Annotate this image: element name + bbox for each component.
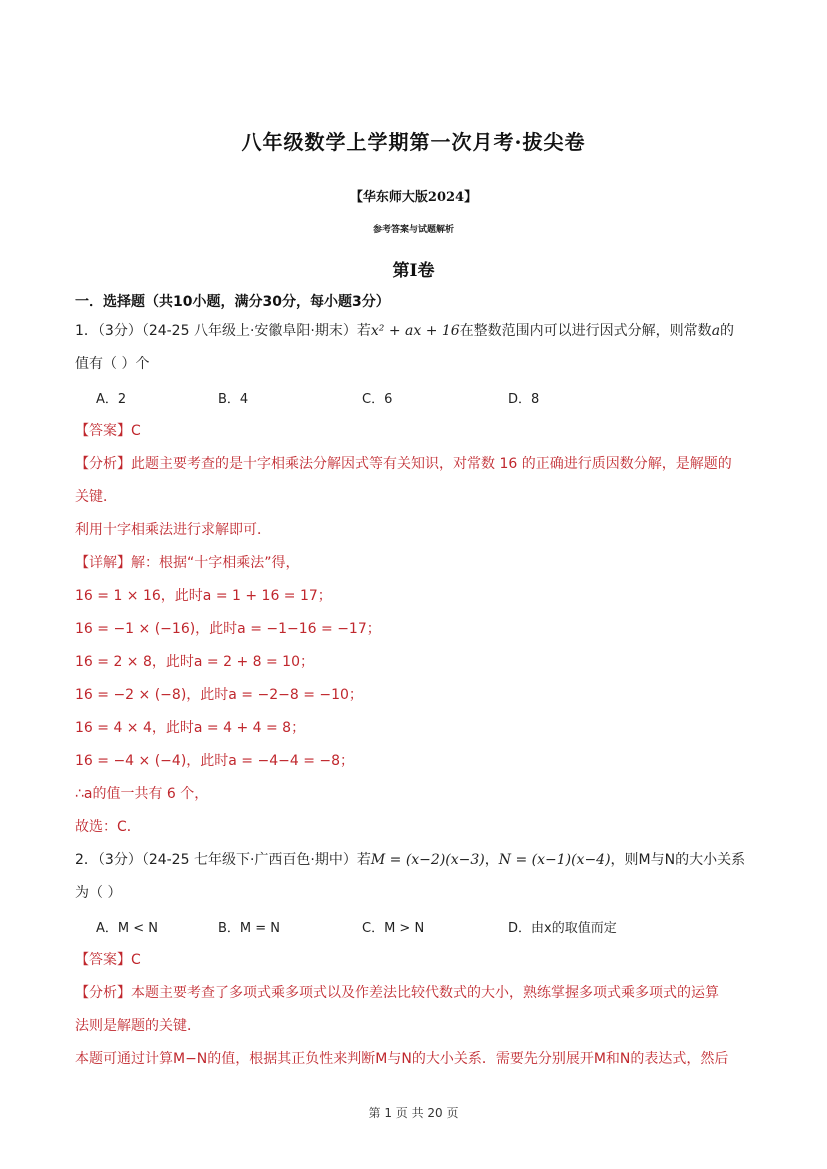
q1-option-c: C．6	[362, 392, 393, 407]
q1-mid: 在整数范围内可以进行因式分解，则常数	[459, 323, 712, 339]
q1-analysis-label: 【分析】	[75, 456, 131, 472]
q1-step: 16 = 2 × 8，此时a = 2 + 8 = 10；	[75, 654, 314, 670]
document-title: 八年级数学上学期第一次月考·拔尖卷	[241, 130, 586, 154]
q1-option-d: D．8	[508, 392, 540, 407]
q2-answer-value: C	[131, 952, 141, 968]
q1-step: 16 = 1 × 16，此时a = 1 + 16 = 17；	[75, 588, 332, 604]
q1-variable: a	[711, 323, 721, 339]
q1-analysis-line3: 利用十字相乘法进行求解即可．	[75, 522, 271, 538]
edition-label: 【华东师大版2024】	[349, 190, 478, 205]
q1-expression: x² + ax + 16	[370, 323, 460, 339]
page-number: 第 1 页 共 20 页	[368, 1106, 459, 1120]
q2-analysis-line1	[75, 982, 719, 1002]
q1-answer-label: 【答案】	[75, 423, 131, 439]
q2-prefix: 2．（3分）（24-25 七年级下·广西百色·期中）若	[75, 852, 371, 868]
q1-step: 16 = −4 × (−4)，此时a = −4−4 = −8；	[75, 753, 355, 769]
q2-option-d: D．由x的取值而定	[508, 921, 617, 936]
q1-step: 16 = −1 × (−16)，此时a = −1−16 = −17；	[75, 621, 381, 637]
answers-subtitle: 参考答案与试题解析	[372, 225, 454, 235]
q1-option-a: A．2	[96, 392, 127, 407]
q1-detail-label: 【详解】	[75, 555, 131, 571]
q1-option-b: B．4	[218, 392, 249, 407]
q2-expression-n: N = (x−1)(x−4)	[498, 852, 611, 868]
q2-analysis-text: 本题主要考查了多项式乘多项式以及作差法比较代数式的大小，熟练掌握多项式乘多项式的运算	[131, 985, 719, 1001]
q1-step: 16 = 4 × 4，此时a = 4 + 4 = 8；	[75, 720, 306, 736]
q2-stem-line2: 为（ ）	[75, 885, 122, 901]
q2-analysis-line3: 本题可通过计算M−N的值，根据其正负性来判断M与N的大小关系．需要先分别展开M和N的表达式，然后	[75, 1051, 729, 1067]
q2-analysis-label: 【分析】	[75, 985, 131, 1001]
q2-expression-m: M = (x−2)(x−3)	[370, 852, 485, 868]
q2-stem-line1	[75, 849, 745, 869]
q1-prefix: 1．（3分）（24-25 八年级上·安徽阜阳·期末）若	[75, 323, 371, 339]
q1-answer-value: C	[131, 423, 141, 439]
q1-conclusion: ∴a的值一共有 6 个，	[75, 786, 209, 802]
q1-analysis-line2: 关键．	[75, 489, 117, 505]
q1-stem-line1	[75, 320, 734, 340]
q2-answer	[75, 949, 141, 969]
q1-suffix: 的	[720, 323, 735, 339]
q1-step: 16 = −2 × (−8)，此时a = −2−8 = −10；	[75, 687, 363, 703]
q1-analysis-line1	[75, 453, 732, 473]
q2-answer-label: 【答案】	[75, 952, 131, 968]
q2-option-a: A．M < N	[96, 921, 158, 936]
q2-option-c: C．M > N	[362, 921, 425, 936]
section-heading: 一．选择题（共10小题，满分30分，每小题3分）	[75, 294, 390, 310]
q1-stem-line2: 值有（ ）个	[75, 356, 150, 372]
q1-detail-text: 解：根据“十字相乘法”得，	[131, 555, 300, 571]
q2-suffix: ，则M与N的大小关系	[610, 852, 746, 868]
q1-answer	[75, 420, 141, 440]
volume-heading: 第Ⅰ卷	[392, 261, 435, 281]
q1-analysis-text: 此题主要考查的是十字相乘法分解因式等有关知识，对常数 16 的正确进行质因数分解，是解题的	[131, 456, 732, 472]
q1-choice: 故选：C．	[75, 819, 141, 835]
q2-option-b: B．M = N	[218, 921, 281, 936]
q1-detail-intro	[75, 552, 300, 572]
q2-analysis-line2: 法则是解题的关键．	[75, 1018, 201, 1034]
q2-separator: ，	[484, 852, 499, 868]
